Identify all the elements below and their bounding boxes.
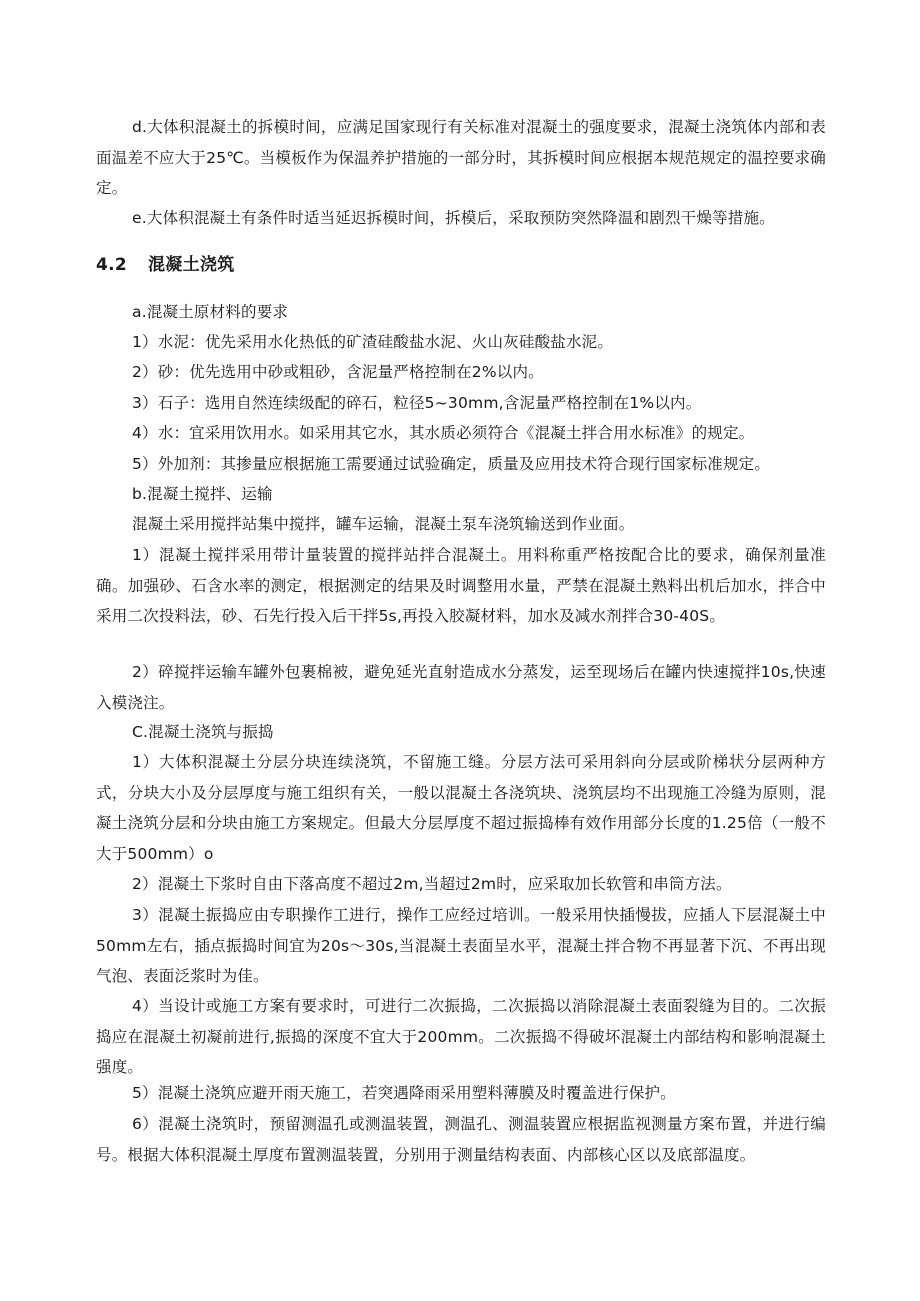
pouring-item-5: 5）混凝土浇筑应避开雨天施工，若突遇降雨采用塑料薄膜及时覆盖进行保护。: [132, 1084, 676, 1102]
pouring-item-2: 2）混凝土下浆时自由下落高度不超过2m,当超过2m时，应采取加长软管和串筒方法。: [132, 875, 732, 893]
section-number: 4.2: [96, 255, 128, 275]
paragraph-d: d.大体积混凝土的拆模时间，应满足国家现行有关标准对混凝土的强度要求，混凝土浇筑体内部和表面温差不应大于25℃。当模板作为保温养护措施的一部分时，其拆模时间应根据本规范规定的温控要求确定。: [96, 118, 826, 197]
pouring-title: C.混凝土浇筑与振捣: [132, 723, 274, 741]
materials-item-water: 4）水：宜采用饮用水。如采用其它水，其水质必须符合《混凝土拌合用水标准》的规定。: [132, 424, 755, 442]
materials-item-sand: 2）砂：优先选用中砂或粗砂，含泥量严格控制在2%以内。: [132, 363, 544, 381]
materials-item-cement: 1）水泥：优先采用水化热低的矿渣硅酸盐水泥、火山灰硅酸盐水泥。: [132, 333, 614, 351]
paragraph-e: e.大体积混凝土有条件时适当延迟拆模时间，拆模后，采取预防突然降温和剧烈干燥等措施。: [132, 209, 775, 227]
section-heading: [96, 250, 235, 275]
section-title: 混凝土浇筑: [148, 255, 235, 275]
materials-item-stone: 3）石子：选用自然连续级配的碎石，粒径5~30mm,含泥量严格控制在1%以内。: [132, 394, 702, 412]
mixing-intro: 混凝土采用搅拌站集中搅拌，罐车运输，混凝土泵车浇筑输送到作业面。: [132, 515, 635, 533]
mixing-item-2: 2）碎搅拌运输车罐外包裹棉被，避免延光直射造成水分蒸发，运至现场后在罐内快速搅拌10s,快速入模浇注。: [96, 663, 826, 712]
pouring-item-4: 4）当设计或施工方案有要求时，可进行二次振捣，二次振捣以消除混凝土表面裂缝为目的。二次振捣应在混凝土初凝前进行,振捣的深度不宜大于200mm。二次振捣不得破坏混凝土内部结构和影响混凝土强度。: [96, 997, 826, 1076]
materials-item-admixture: 5）外加剂：其掺量应根据施工需要通过试验确定，质量及应用技术符合现行国家标准规定。: [132, 455, 771, 473]
mixing-item-1: 1）混凝土搅拌采用带计量装置的搅拌站拌合混凝土。用料称重严格按配合比的要求，确保剂量准确。加强砂、石含水率的测定，根据测定的结果及时调整用水量，严禁在混凝土熟料出机后加水，拌合中采用二次投料法，砂、石先行投入后干拌5s,再投入胶凝材料，加水及减水剂拌合30-40S。: [96, 546, 826, 625]
mixing-title: b.混凝土搅拌、运输: [132, 485, 273, 503]
pouring-item-6: 6）混凝土浇筑时，预留测温孔或测温装置，测温孔、测温装置应根据监视测量方案布置，并进行编号。根据大体积混凝土厚度布置测温装置，分别用于测量结构表面、内部核心区以及底部温度。: [96, 1115, 826, 1164]
pouring-item-1: 1）大体积混凝土分层分块连续浇筑，不留施工缝。分层方法可采用斜向分层或阶梯状分层两种方式，分块大小及分层厚度与施工组织有关，一般以混凝土各浇筑块、浇筑层均不出现施工冷缝为原则，混凝土浇筑分层和分块由施工方案规定。但最大分层厚度不超过振捣棒有效作用部分长度的1.25倍（一般不大于500mm）o: [96, 753, 826, 863]
materials-title: a.混凝土原材料的要求: [132, 303, 289, 321]
pouring-item-3: 3）混凝土振捣应由专职操作工进行，操作工应经过培训。一般采用快插慢拔，应插人下层混凝土中50mm左右，插点振捣时间宜为20s～30s,当混凝土表面呈水平，混凝土拌合物不再显著下沉、不再出现气泡、表面泛浆时为佳。: [96, 906, 826, 985]
